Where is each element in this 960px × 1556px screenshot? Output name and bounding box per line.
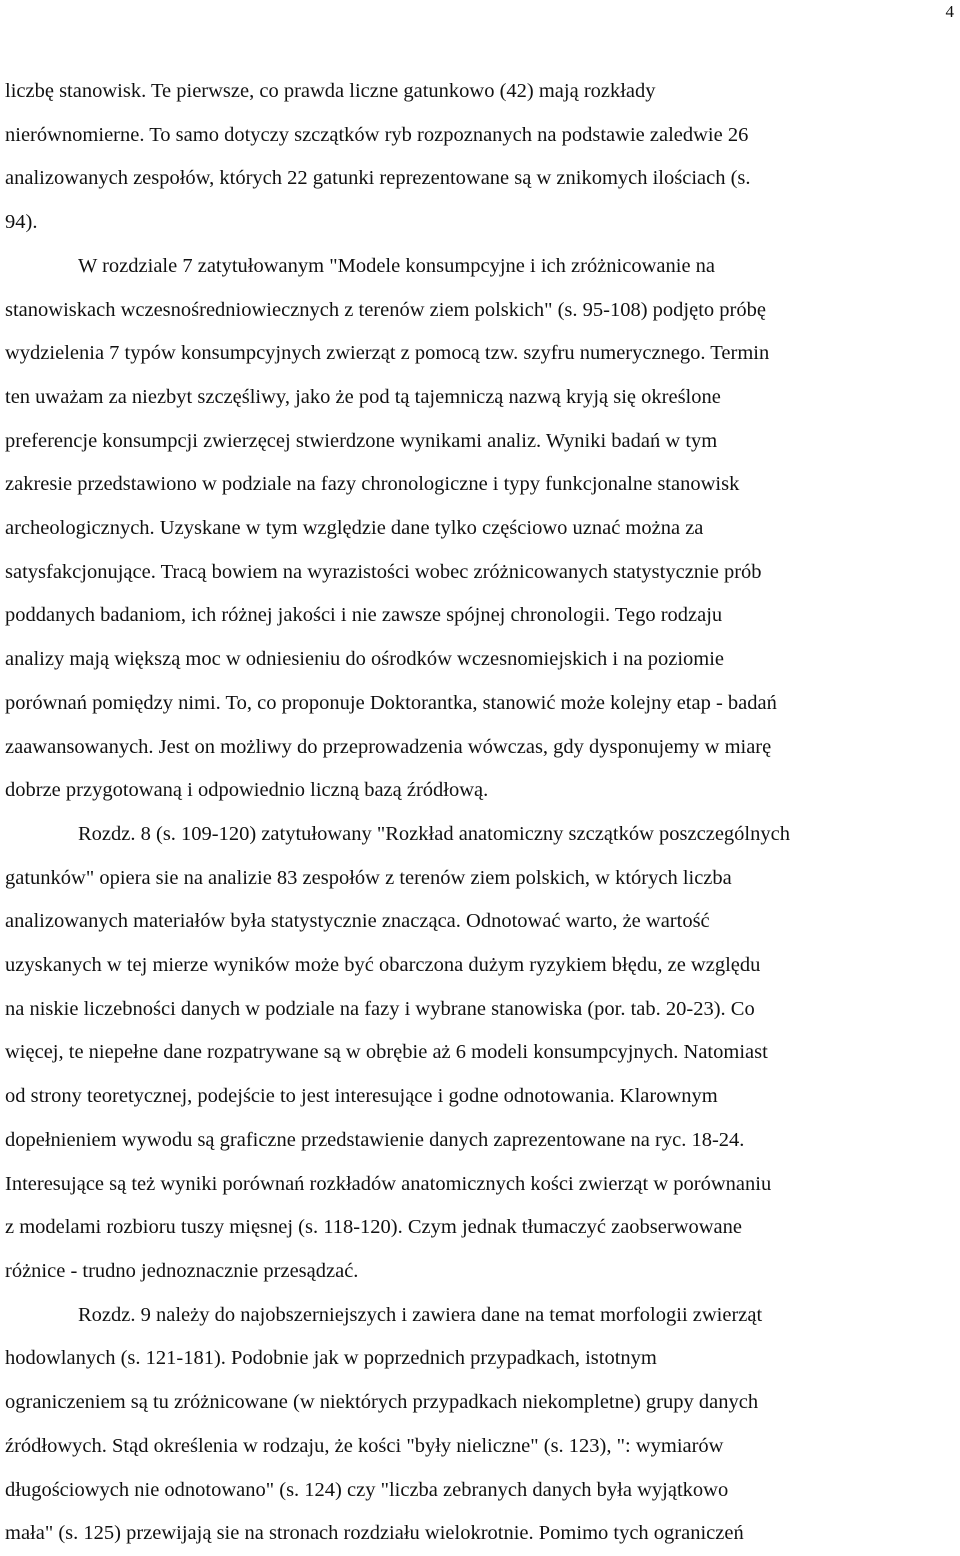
text-line: porównań pomiędzy nimi. To, co proponuje Doktorantka, stanowić może kolejny etap - badań	[5, 691, 777, 714]
text-line: wydzielenia 7 typów konsumpcyjnych zwierząt z pomocą tzw. szyfru numerycznego. Termin	[5, 342, 770, 365]
text-line: ten uważam za niezbyt szczęśliwy, jako że pod tą tajemniczą nazwą kryją się określone	[5, 385, 721, 408]
text-line: nierównomierne. To samo dotyczy szczątków ryb rozpoznanych na podstawie zaledwie 26	[5, 123, 749, 146]
document-body	[5, 70, 955, 1556]
text-line: dopełnieniem wywodu są graficzne przedstawienie danych zaprezentowane na ryc. 18-24.	[5, 1128, 745, 1151]
text-line: satysfakcjonujące. Tracą bowiem na wyrazistości wobec zróżnicowanych statystycznie prób	[5, 560, 762, 583]
text-line: długościowych nie odnotowano" (s. 124) czy "liczba zebranych danych była wyjątkowo	[5, 1478, 729, 1501]
text-line: liczbę stanowisk. Te pierwsze, co prawda liczne gatunkowo (42) mają rozkłady	[5, 80, 656, 102]
text-line: 94).	[5, 211, 38, 234]
text-line: od strony teoretycznej, podejście to jest interesujące i godne odnotowania. Klarownym	[5, 1085, 718, 1108]
paragraph	[5, 1294, 955, 1556]
text-line: hodowlanych (s. 121-181). Podobnie jak w poprzednich przypadkach, istotnym	[5, 1347, 657, 1370]
text-line: W rozdziale 7 zatytułowanym "Modele konsumpcyjne i ich zróżnicowanie na	[78, 254, 716, 277]
text-line: analizowanych zespołów, których 22 gatunki reprezentowane są w znikomych ilościach (s.	[5, 167, 751, 190]
paragraph	[5, 245, 955, 813]
text-line: ograniczeniem są tu zróżnicowane (w niektórych przypadkach niekompletne) grupy danych	[5, 1391, 759, 1414]
paragraph	[5, 813, 955, 1294]
text-line: Rozdz. 9 należy do najobszerniejszych i zawiera dane na temat morfologii zwierząt	[78, 1303, 763, 1326]
text-line: dobrze przygotowaną i odpowiednio liczną bazą źródłową.	[5, 779, 489, 802]
text-line: Interesujące są też wyniki porównań rozkładów anatomicznych kości zwierząt w porównaniu	[5, 1172, 772, 1195]
text-line: archeologicznych. Uzyskane w tym względzie dane tylko częściowo uznać można za	[5, 517, 704, 540]
text-line: uzyskanych w tej mierze wyników może być obarczona dużym ryzykiem błędu, ze względu	[5, 954, 761, 977]
text-line: poddanych badaniom, ich różnej jakości i nie zawsze spójnej chronologii. Tego rodzaju	[5, 604, 723, 627]
page-number: 4	[945, 2, 954, 21]
text-line: więcej, te niepełne dane rozpatrywane są w obrębie aż 6 modeli konsumpcyjnych. Natomiast	[5, 1041, 768, 1064]
text-line: różnice - trudno jednoznacznie przesądzać.	[5, 1259, 359, 1282]
text-line: z modelami rozbioru tuszy mięsnej (s. 118-120). Czym jednak tłumaczyć zaobserwowane	[5, 1216, 743, 1239]
text-line: na niskie liczebności danych w podziale na fazy i wybrane stanowiska (por. tab. 20-23). Co	[5, 997, 755, 1020]
text-line: źródłowych. Stąd określenia w rodzaju, że kości "były nieliczne" (s. 123), ": wymiarów	[5, 1434, 724, 1457]
paragraph	[5, 70, 955, 245]
text-line: analizy mają większą moc w odniesieniu do ośrodków wczesnomiejskich i na poziomie	[5, 648, 725, 671]
text-line: zaawansowanych. Jest on możliwy do przeprowadzenia wówczas, gdy dysponujemy w miarę	[5, 735, 772, 758]
text-line: zakresie przedstawiono w podziale na fazy chronologiczne i typy funkcjonalne stanowisk	[5, 473, 740, 496]
text-line: stanowiskach wczesnośredniowiecznych z terenów ziem polskich" (s. 95-108) podjęto próbę	[5, 298, 766, 321]
text-line: gatunków" opiera sie na analizie 83 zespołów z terenów ziem polskich, w których liczba	[5, 866, 732, 889]
text-line: analizowanych materiałów była statystycznie znacząca. Odnotować warto, że wartość	[5, 910, 710, 933]
text-line: mała" (s. 125) przewijają sie na stronach rozdziału wielokrotnie. Pomimo tych ograniczeń	[5, 1522, 744, 1545]
text-line: preferencje konsumpcji zwierzęcej stwierdzone wynikami analiz. Wyniki badań w tym	[5, 429, 718, 452]
text-line: Rozdz. 8 (s. 109-120) zatytułowany "Rozkład anatomiczny szczątków poszczególnych	[78, 822, 790, 845]
